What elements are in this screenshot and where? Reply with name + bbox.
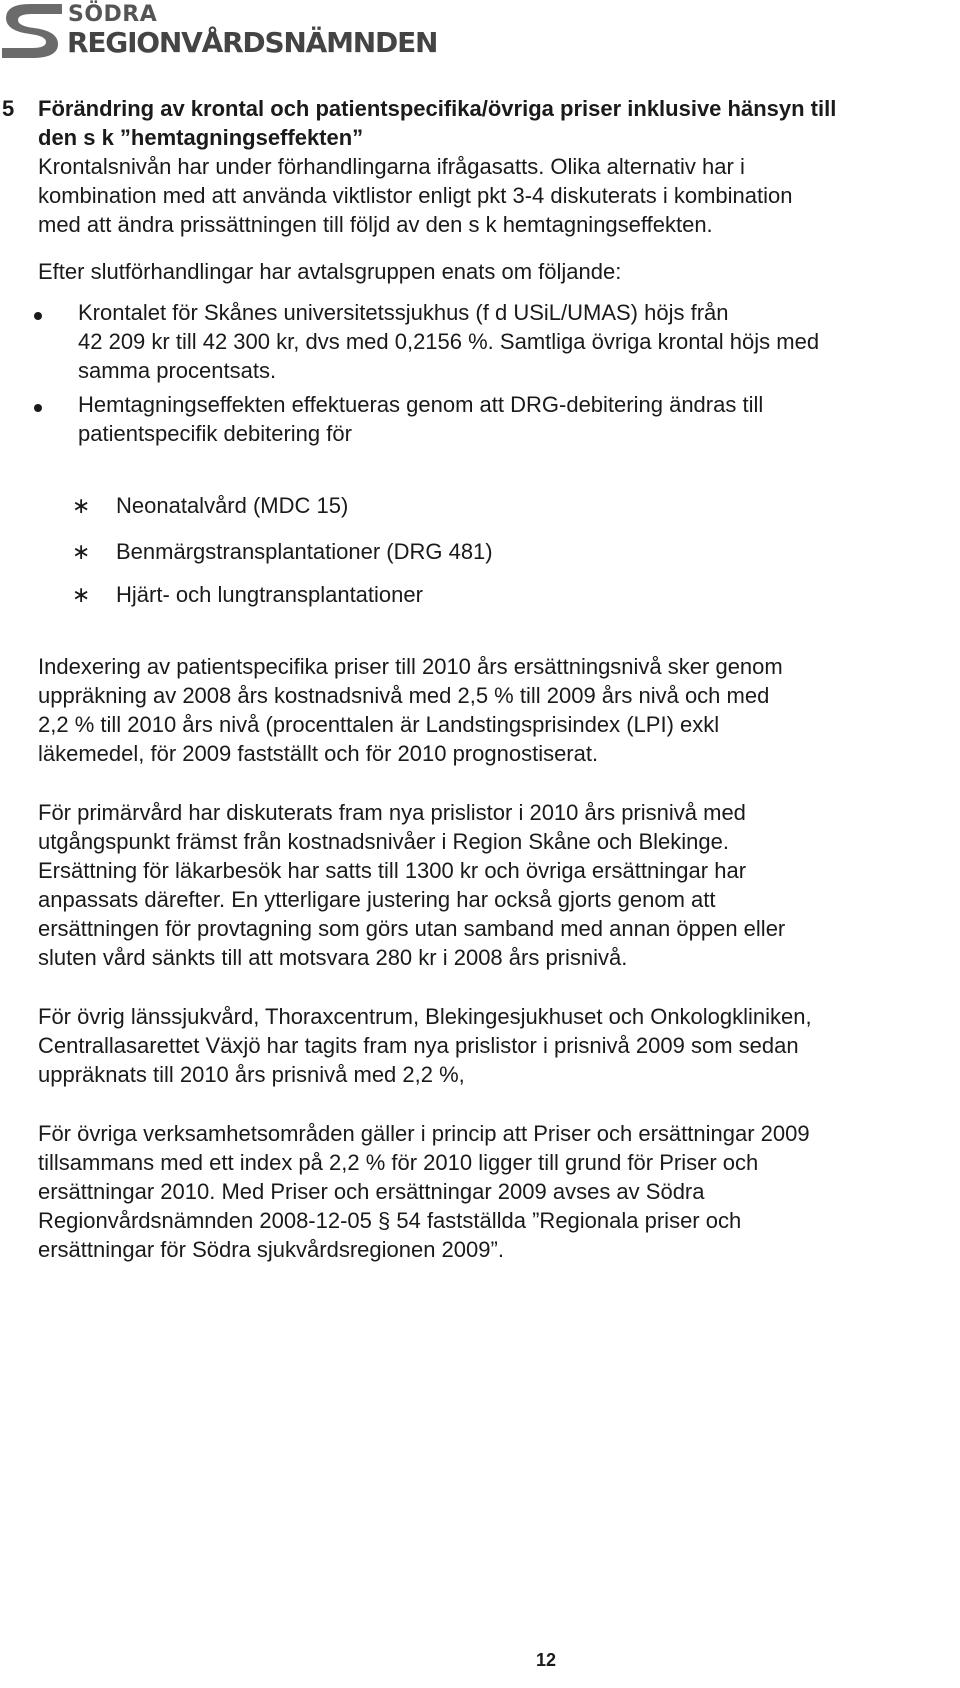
sub-bullet-item: Hjärt- och lungtransplantationer [116, 582, 423, 607]
paragraph-1-line: med att ändra prissättningen till följd av den s k hemtagningseffekten. [38, 212, 713, 237]
sub-bullet-item: Benmärgstransplantationer (DRG 481) [116, 539, 493, 564]
paragraph-4-line: Ersättning för läkarbesök har satts till 1300 kr och övriga ersättningar har [38, 858, 747, 883]
bullet-1-line: samma procentsats. [78, 358, 277, 383]
logo-text-regionvardsnamnden: REGIONVÅRDSNÄMNDEN [67, 26, 438, 59]
paragraph-4-line: För primärvård har diskuterats fram nya prislistor i 2010 års prisnivå med [38, 800, 746, 825]
bullet-1-line: 42 209 kr till 42 300 kr, dvs med 0,2156 %. Samtliga övriga krontal höjs med [78, 329, 820, 354]
section-title-line-2: den s k ”hemtagningseffekten” [38, 125, 364, 150]
page-number: 12 [536, 1650, 557, 1670]
sub-bullet-marker: ∗ [72, 582, 91, 607]
bullet-marker [34, 404, 42, 412]
paragraph-4-line: ersättningen för provtagning som görs utan samband med annan öppen eller [38, 916, 786, 941]
paragraph-4-line: sluten vård sänkts till att motsvara 280 kr i 2008 års prisnivå. [38, 945, 628, 970]
paragraph-6-line: För övriga verksamhetsområden gäller i princip att Priser och ersättningar 2009 [38, 1121, 810, 1146]
paragraph-3-line: läkemedel, för 2009 fastställt och för 2010 prognostiserat. [38, 741, 599, 766]
paragraph-1-line: Krontalsnivån har under förhandlingarna ifrågasatts. Olika alternativ har i [38, 154, 745, 179]
paragraph-6-line: tillsammans med ett index på 2,2 % för 2010 ligger till grund för Priser och [38, 1150, 759, 1175]
paragraph-3-line: uppräkning av 2008 års kostnadsnivå med 2,5 % till 2009 års nivå och med [38, 683, 770, 708]
paragraph-2: Efter slutförhandlingar har avtalsgruppen enats om följande: [38, 259, 622, 284]
logo-emblem-icon [0, 0, 64, 62]
paragraph-6-line: ersättningar 2010. Med Priser och ersättningar 2009 avses av Södra [38, 1179, 705, 1204]
paragraph-1-line: kombination med att använda viktlistor enligt pkt 3-4 diskuterats i kombination [38, 183, 793, 208]
paragraph-6-line: Regionvårdsnämnden 2008-12-05 § 54 fastställda ”Regionala priser och [38, 1208, 742, 1233]
paragraph-6-line: ersättningar för Södra sjukvårdsregionen 2009”. [38, 1237, 504, 1262]
paragraph-5-line: uppräknats till 2010 års prisnivå med 2,2 %, [38, 1062, 465, 1087]
bullet-marker [34, 312, 42, 320]
header-logo [0, 0, 440, 64]
paragraph-4-line: anpassats därefter. En ytterligare justering har också gjorts genom att [38, 887, 716, 912]
paragraph-5-line: För övrig länssjukvård, Thoraxcentrum, Blekingesjukhuset och Onkologkliniken, [38, 1004, 812, 1029]
bullet-2-line: Hemtagningseffekten effektueras genom att DRG-debitering ändras till [78, 392, 764, 417]
paragraph-3-line: Indexering av patientspecifika priser till 2010 års ersättningsnivå sker genom [38, 654, 783, 679]
bullet-1-line: Krontalet för Skånes universitetssjukhus (f d USiL/UMAS) höjs från [78, 300, 729, 325]
sub-bullet-marker: ∗ [72, 539, 91, 564]
logo-text-sodra: SÖDRA [68, 2, 158, 27]
sub-bullet-item: Neonatalvård (MDC 15) [116, 493, 349, 518]
sub-bullet-marker: ∗ [72, 493, 91, 518]
section-number: 5 [2, 96, 15, 121]
paragraph-5-line: Centrallasarettet Växjö har tagits fram nya prislistor i prisnivå 2009 som sedan [38, 1033, 799, 1058]
section-title-line-1: Förändring av krontal och patientspecifika/övriga priser inklusive hänsyn till [38, 96, 837, 121]
bullet-2-line: patientspecifik debitering för [78, 421, 352, 446]
paragraph-4-line: utgångspunkt främst från kostnadsnivåer i Region Skåne och Blekinge. [38, 829, 729, 854]
paragraph-3-line: 2,2 % till 2010 års nivå (procenttalen är Landstingsprisindex (LPI) exkl [38, 712, 720, 737]
